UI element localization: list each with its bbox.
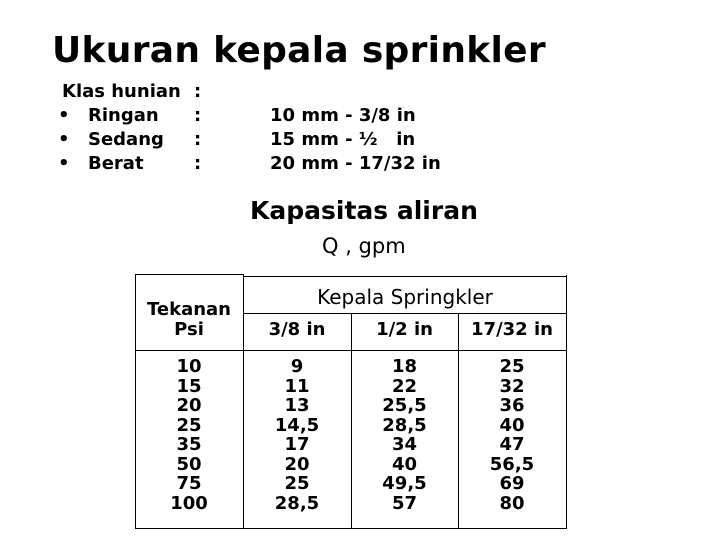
occupancy-heading-label: Klas hunian (62, 81, 181, 102)
table-cell: 40 (499, 414, 525, 436)
pressure-header-label: Tekanan (147, 299, 231, 320)
occupancy-heading (62, 80, 181, 104)
occupancy-item-ringan (58, 104, 181, 128)
occupancy-item-label: Berat (88, 153, 144, 174)
table-cell: 80 (499, 492, 525, 514)
col-header-3-8: 3/8 in (268, 319, 326, 340)
colon-column (194, 80, 201, 176)
colon-separator: : (194, 129, 202, 150)
head-size-berat: 20 mm - 17/32 in (270, 153, 441, 174)
col-header-1-2: 1/2 in (376, 319, 433, 340)
table-cell: 49,5 (382, 473, 427, 494)
colon-separator: : (194, 81, 202, 102)
pressure-column (135, 357, 243, 513)
flow-column-3-8 (243, 357, 351, 513)
occupancy-item-label: Ringan (88, 105, 159, 126)
capacity-title: Kapasitas aliran (250, 196, 478, 225)
table-cell: 11 (284, 375, 310, 397)
head-size-sedang: 15 mm - ½ in (270, 129, 416, 150)
table-cell: 69 (499, 473, 525, 494)
bullet-icon: • (58, 153, 70, 174)
table-cell: 14,5 (274, 414, 320, 436)
pressure-header (135, 300, 243, 340)
flow-column-1-2 (351, 357, 458, 513)
capacity-unit: Q , gpm (322, 234, 406, 258)
head-size-ringan: 10 mm - 3/8 in (270, 105, 416, 126)
table-cell: 75 (176, 473, 202, 494)
flow-capacity-table (135, 274, 567, 529)
table-cell: 13 (284, 395, 310, 416)
table-cell: 36 (499, 395, 525, 416)
occupancy-item-berat (58, 152, 181, 176)
colon-separator: : (194, 153, 202, 174)
head-group-header: Kepala Springkler (317, 285, 493, 309)
table-cell: 17 (284, 434, 310, 455)
table-cell: 34 (391, 434, 418, 455)
table-cell: 15 (176, 375, 202, 397)
table-cell: 20 (176, 395, 202, 416)
table-cell: 10 (176, 356, 202, 377)
table-cell: 56,5 (489, 453, 535, 475)
table-cell: 100 (170, 492, 208, 514)
table-cell: 28,5 (274, 492, 320, 514)
colon-separator: : (194, 105, 202, 126)
table-border-top-right (243, 276, 567, 277)
occupancy-item-label: Sedang (88, 129, 164, 150)
table-divider-group (243, 313, 567, 314)
table-cell: 32 (499, 375, 525, 397)
table-cell: 57 (391, 492, 418, 514)
table-cell: 25 (176, 414, 202, 436)
table-cell: 40 (391, 453, 418, 475)
table-cell: 18 (391, 356, 418, 377)
table-cell: 25,5 (382, 395, 427, 416)
table-cell: 9 (290, 356, 304, 377)
table-cell: 20 (284, 453, 310, 475)
table-cell: 35 (176, 434, 202, 455)
occupancy-class-list (58, 80, 181, 176)
pressure-header-unit: Psi (174, 319, 204, 340)
head-size-list (270, 104, 441, 176)
occupancy-item-sedang (58, 128, 181, 152)
table-cell: 22 (391, 375, 418, 397)
col-header-17-32: 17/32 in (471, 319, 553, 340)
bullet-icon: • (58, 105, 70, 126)
slide-title: Ukuran kepala sprinkler (52, 30, 546, 71)
flow-column-17-32 (458, 357, 566, 513)
table-cell: 50 (176, 453, 202, 475)
table-cell: 25 (499, 356, 525, 377)
table-cell: 47 (499, 434, 525, 455)
table-border-top-left (135, 274, 243, 275)
table-cell: 25 (284, 473, 310, 494)
bullet-icon: • (58, 129, 70, 150)
table-cell: 28,5 (382, 414, 427, 436)
